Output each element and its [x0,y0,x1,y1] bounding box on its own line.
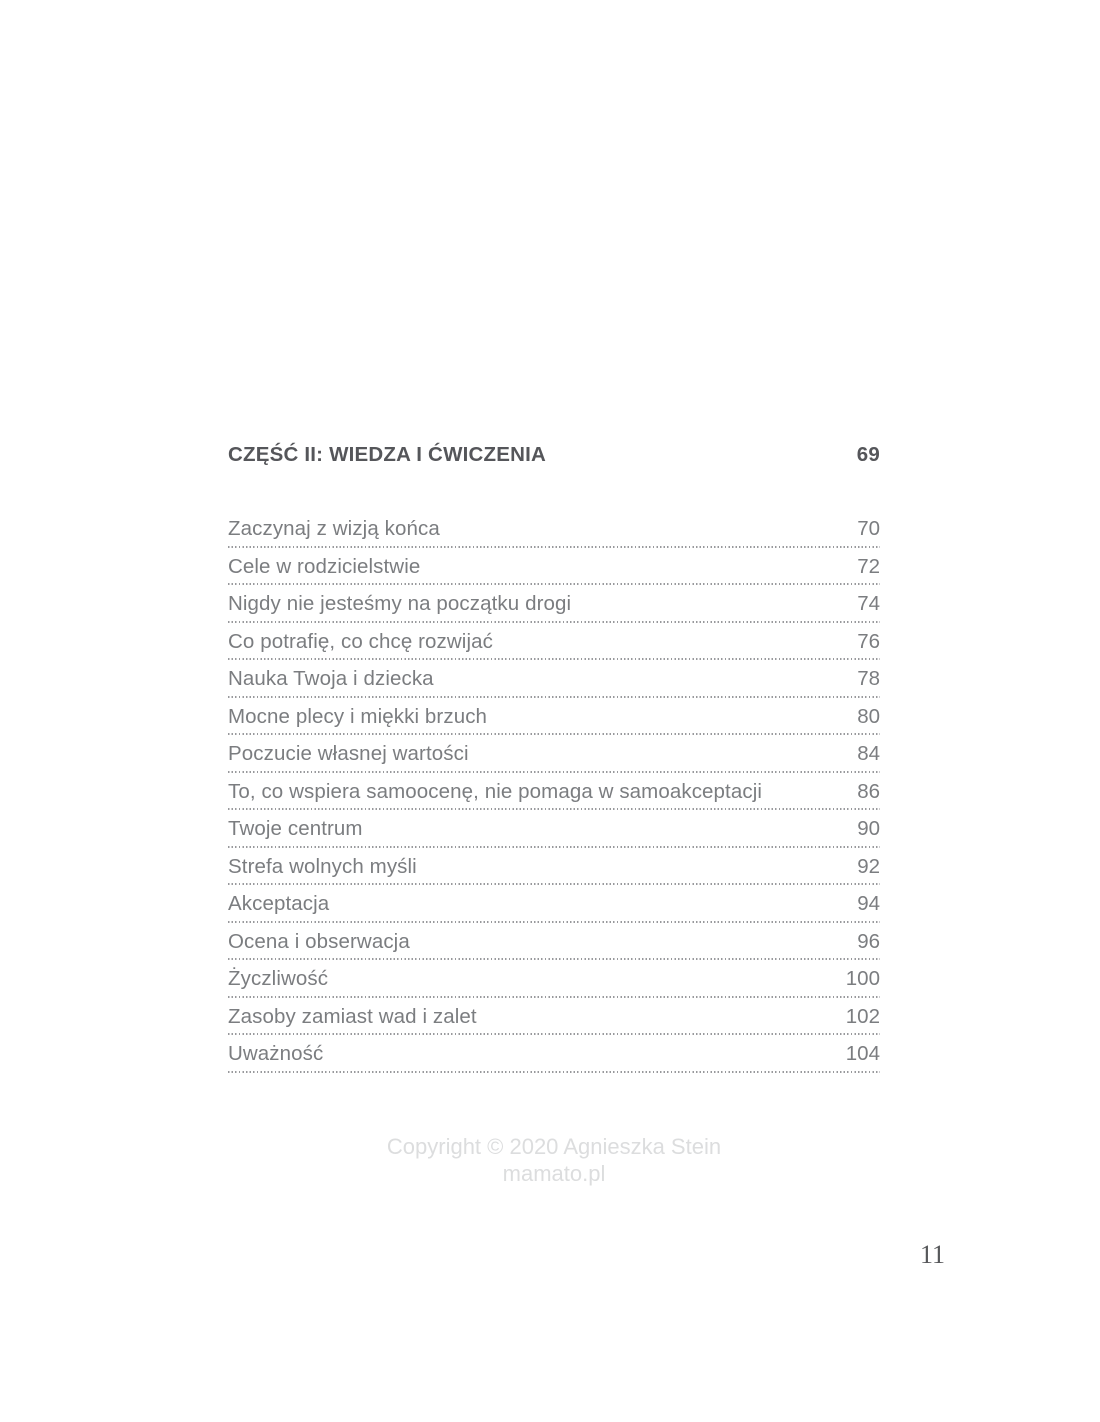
toc-entry-page-number: 74 [857,592,880,615]
toc-entry-page-number: 104 [845,1042,880,1065]
toc-entry-page-number: 94 [857,892,880,915]
toc-entry-title: Cele w rodzicielstwie [228,554,421,578]
section-title: CZĘŚĆ II: WIEDZA I ĆWICZENIA [228,443,547,466]
toc-list [228,510,880,1073]
toc-entry-title: Co potrafię, co chcę rozwijać [228,629,493,653]
toc-row [228,773,880,811]
toc-row [228,660,880,698]
toc-row [228,960,880,998]
toc-entry-page-number: 102 [845,1004,880,1028]
toc-row [228,698,880,736]
toc-entry-title: Ocena i obserwacja [228,929,410,953]
toc-row [228,923,880,961]
toc-entry-page-number: 80 [857,704,880,728]
watermark-site: mamato.pl [502,1161,606,1186]
toc-entry-page-number: 92 [857,854,880,878]
copyright-line: Copyright © 2020 Agnieszka Stein [386,1134,722,1159]
toc-entry-page-number: 72 [857,554,880,578]
toc-entry-title: Nigdy nie jesteśmy na początku drogi [228,592,572,615]
toc-row [228,810,880,848]
toc-row [228,885,880,923]
toc-entry-page-number: 100 [845,967,880,990]
toc-entry-title: Mocne plecy i miękki brzuch [228,704,488,728]
toc-entry-title: Akceptacja [228,892,330,915]
section-header [228,442,880,468]
page-number: 11 [920,1240,946,1269]
toc-row [228,548,880,586]
toc-row [228,848,880,886]
toc-row [228,623,880,661]
toc-row [228,735,880,773]
toc-entry-title: Zasoby zamiast wad i zalet [228,1004,477,1028]
toc-row [228,510,880,548]
toc-entry-page-number: 76 [857,629,880,653]
toc-entry-title: Twoje centrum [228,817,363,840]
section-page-number: 69 [856,443,880,466]
toc-entry-page-number: 86 [857,779,880,803]
toc-entry-title: To, co wspiera samoocenę, nie pomaga w samoakceptacji [228,779,763,803]
toc-row [228,585,880,623]
toc-row [228,998,880,1036]
toc-entry-title: Życzliwość [228,967,329,990]
toc-entry-title: Strefa wolnych myśli [228,854,417,878]
toc-entry-page-number: 96 [857,929,880,953]
toc-entry-title: Nauka Twoja i dziecka [228,667,434,690]
toc-entry-title: Zaczynaj z wizją końca [228,517,440,540]
toc-entry-page-number: 70 [857,517,880,540]
toc-entry-page-number: 90 [857,817,880,840]
toc-entry-title: Uważność [228,1042,324,1065]
toc-entry-page-number: 84 [857,742,880,765]
toc-entry-title: Poczucie własnej wartości [228,742,469,765]
copyright-watermark [228,1133,880,1187]
toc-row [228,1035,880,1073]
toc-entry-page-number: 78 [857,667,880,690]
